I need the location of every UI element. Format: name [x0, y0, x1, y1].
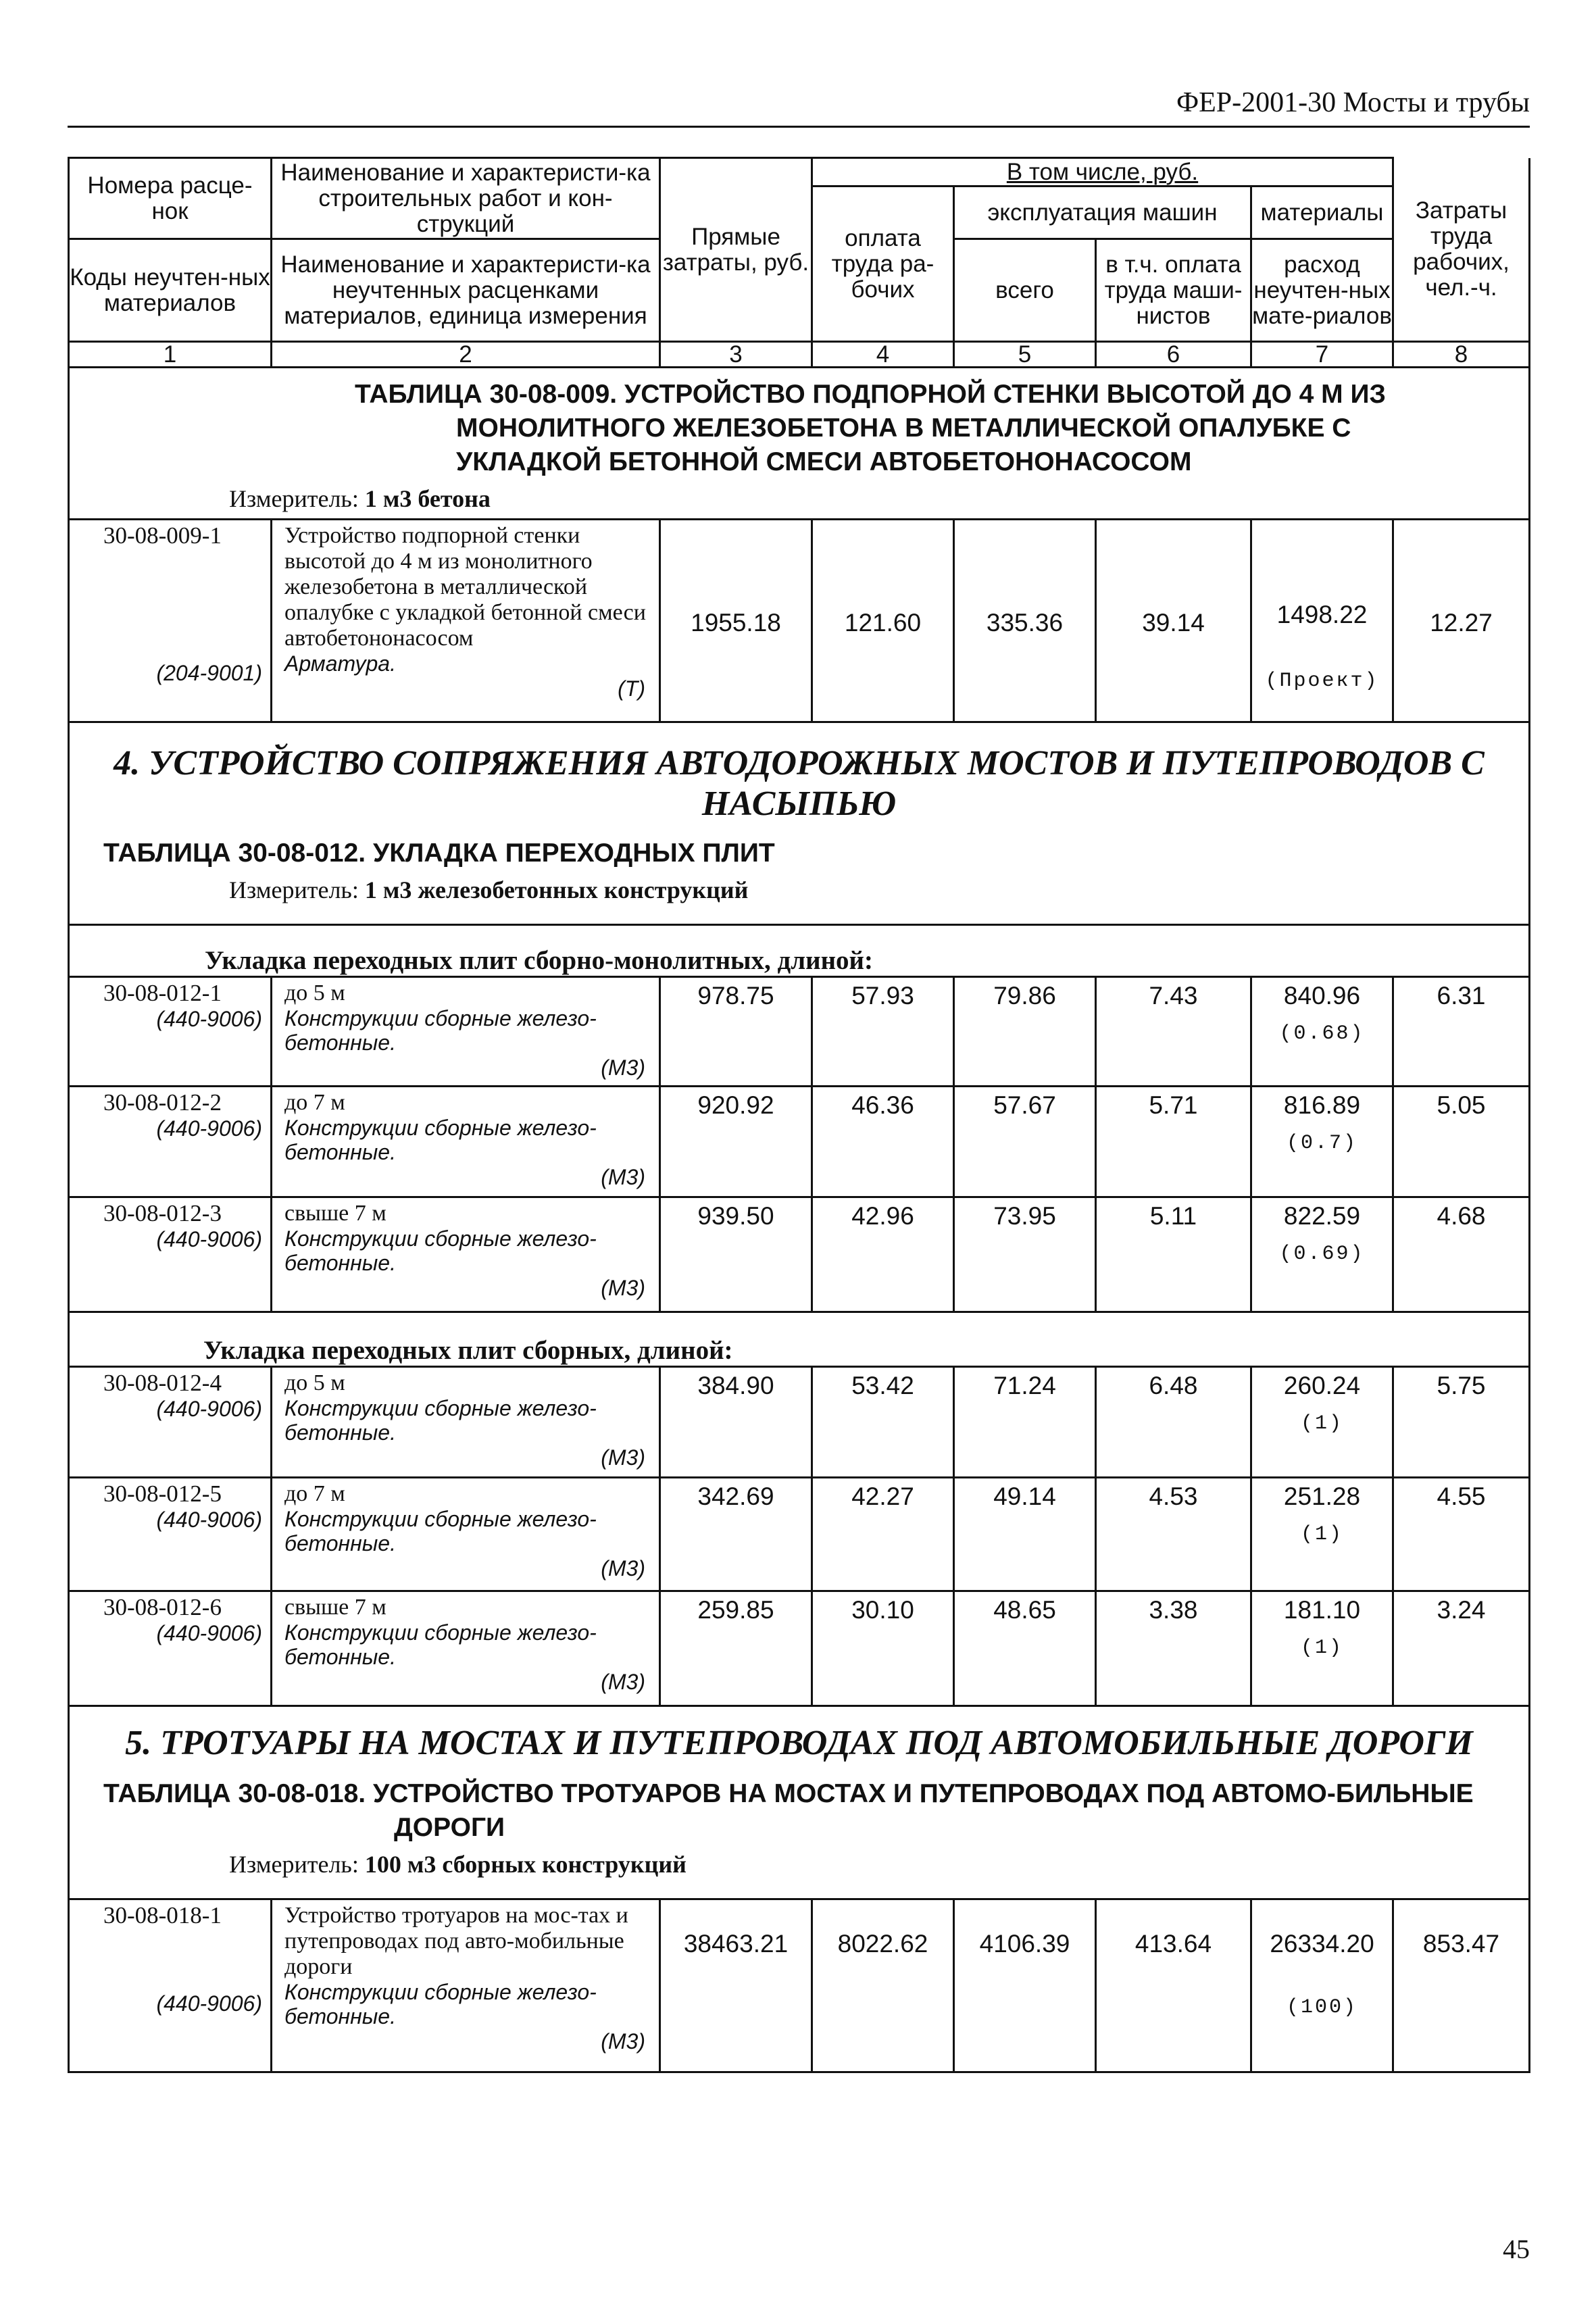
machines-total: 49.14 — [954, 1478, 1096, 1591]
material-name: Конструкции сборные железо-бетонные. — [284, 1507, 597, 1555]
rate-code: 30-08-012-3 — [103, 1200, 222, 1226]
labor-hours: 3.24 — [1393, 1591, 1530, 1706]
machinist-wages: 4.53 — [1096, 1478, 1251, 1591]
machinist-wages: 5.71 — [1096, 1087, 1251, 1197]
direct-costs: 920.92 — [660, 1087, 812, 1197]
description-cell — [272, 1367, 660, 1478]
labor-hours: 6.31 — [1393, 977, 1530, 1087]
col8-header: Затраты труда рабочих, чел.-ч. — [1393, 158, 1530, 342]
materials-cell — [1251, 1591, 1393, 1706]
material-code: (440-9006) — [156, 1508, 262, 1532]
materials-header: материалы — [1251, 186, 1393, 239]
material-quantity: (0.69) — [1279, 1243, 1365, 1266]
rate-code-cell — [69, 1367, 272, 1478]
work-description: Устройство подпорной стенки высотой до 4 м из монолитного железобетона в металлической опалубке с укладкой бетонной смеси автобетононасосом — [284, 523, 646, 651]
work-description: свыше 7 м — [284, 1201, 386, 1226]
table-018-measure — [229, 1850, 1528, 1878]
table-009-heading — [69, 368, 1530, 520]
col4-header: оплата труда ра-бочих — [812, 186, 954, 342]
direct-costs: 259.85 — [660, 1591, 812, 1706]
measure-value: 1 м3 бетона — [364, 485, 491, 512]
description-cell — [272, 977, 660, 1087]
rate-code-cell — [69, 1087, 272, 1197]
materials-cost: 26334.20 — [1270, 1930, 1374, 1958]
material-name: Конструкции сборные железо-бетонные. — [284, 1396, 597, 1445]
materials-cost: 260.24 — [1283, 1372, 1361, 1399]
machines-total: 4106.39 — [954, 1899, 1096, 2072]
col-num: 5 — [954, 342, 1096, 368]
labor-wages: 53.42 — [812, 1367, 954, 1478]
materials-cell — [1251, 1478, 1393, 1591]
subheading-text: Укладка переходных плит сборных, длиной: — [203, 1336, 733, 1365]
subheading-1 — [69, 925, 1530, 977]
subheading-text: Укладка переходных плит сборно-монолитных, длиной: — [205, 946, 874, 975]
col-num: 4 — [812, 342, 954, 368]
work-description: Устройство тротуаров на мос-тах и путепроводах под авто-мобильные дороги — [284, 1903, 628, 1979]
table-row — [69, 1899, 1530, 2072]
machinist-wages: 413.64 — [1096, 1899, 1251, 2072]
rate-code: 30-08-012-6 — [103, 1594, 222, 1620]
materials-cost: 1498.22 — [1276, 600, 1368, 628]
description-cell — [272, 1087, 660, 1197]
rate-code-cell — [69, 520, 272, 722]
description-cell — [272, 1899, 660, 2072]
col2-bottom-header: Наименование и характеристи-ка неучтенных расценками материалов, единица измерения — [272, 239, 660, 342]
table-012-label: ТАБЛИЦА 30-08-012. — [103, 839, 366, 868]
machinist-wages: 39.14 — [1096, 520, 1251, 722]
rate-code-cell — [69, 1899, 272, 2072]
labor-wages: 121.60 — [812, 520, 954, 722]
col-num: 8 — [1393, 342, 1530, 368]
machinist-wages: 6.48 — [1096, 1367, 1251, 1478]
material-code: (204-9001) — [156, 661, 262, 685]
table-012-measure — [229, 876, 1528, 904]
direct-costs: 384.90 — [660, 1367, 812, 1478]
description-cell — [272, 1591, 660, 1706]
labor-wages: 30.10 — [812, 1591, 954, 1706]
rate-code-cell — [69, 1197, 272, 1312]
material-code: (440-9006) — [156, 1991, 262, 2016]
material-unit: (М3) — [601, 1556, 645, 1580]
rate-code: 30-08-018-1 — [103, 1902, 222, 1928]
col-num: 6 — [1096, 342, 1251, 368]
labor-wages: 42.96 — [812, 1197, 954, 1312]
material-unit: (М3) — [601, 1670, 645, 1694]
table-009-label: ТАБЛИЦА 30-08-009. — [355, 380, 618, 409]
group-header-label: В том числе, руб. — [1006, 158, 1199, 185]
rate-code-cell — [69, 1478, 272, 1591]
material-code: (440-9006) — [156, 1227, 262, 1251]
labor-hours: 4.55 — [1393, 1478, 1530, 1591]
materials-cost: 822.59 — [1283, 1202, 1361, 1230]
machinist-wages: 3.38 — [1096, 1591, 1251, 1706]
col1-top-header: Номера расце-нок — [69, 158, 272, 239]
table-row — [69, 1591, 1530, 1706]
work-description: свыше 7 м — [284, 1595, 386, 1620]
table-018-label: ТАБЛИЦА 30-08-018. — [103, 1779, 366, 1808]
group-header — [812, 158, 1393, 186]
labor-hours: 5.05 — [1393, 1087, 1530, 1197]
table-018-title — [103, 1777, 1501, 1845]
material-name: Конструкции сборные железо-бетонные. — [284, 1226, 597, 1275]
machines-total: 73.95 — [954, 1197, 1096, 1312]
materials-cell — [1251, 1197, 1393, 1312]
materials-cost: 181.10 — [1283, 1596, 1361, 1624]
material-unit: (Т) — [618, 676, 645, 701]
description-cell — [272, 520, 660, 722]
table-row — [69, 1197, 1530, 1312]
material-unit: (М3) — [601, 2029, 645, 2053]
material-unit: (М3) — [601, 1165, 645, 1189]
machinist-wages: 7.43 — [1096, 977, 1251, 1087]
work-description: до 7 м — [284, 1481, 345, 1506]
machines-total: 71.24 — [954, 1367, 1096, 1478]
measure-label: Измеритель: — [229, 485, 359, 512]
labor-wages: 46.36 — [812, 1087, 954, 1197]
col1-bottom-header: Коды неучтен-ных материалов — [69, 239, 272, 342]
labor-wages: 57.93 — [812, 977, 954, 1087]
material-unit: (М3) — [601, 1445, 645, 1470]
table-row — [69, 1478, 1530, 1591]
section-4-heading — [69, 722, 1530, 925]
table-012-text: УКЛАДКА ПЕРЕХОДНЫХ ПЛИТ — [372, 839, 775, 868]
col3-header: Прямые затраты, руб. — [660, 158, 812, 342]
section-5-heading — [69, 1706, 1530, 1899]
direct-costs: 1955.18 — [660, 520, 812, 722]
section-4-title: 4. УСТРОЙСТВО СОПРЯЖЕНИЯ АВТОДОРОЖНЫХ МОСТОВ И ПУТЕПРОВОДОВ С НАСЫПЬЮ — [114, 744, 1485, 823]
table-row — [69, 1087, 1530, 1197]
measure-value: 100 м3 сборных конструкций — [364, 1851, 687, 1878]
materials-cost: 816.89 — [1283, 1091, 1361, 1119]
material-unit: (М3) — [601, 1276, 645, 1300]
machines-total: 79.86 — [954, 977, 1096, 1087]
rate-code: 30-08-012-1 — [103, 980, 222, 1006]
machines-total: 335.36 — [954, 520, 1096, 722]
measure-label: Измеритель: — [229, 876, 359, 903]
materials-cell — [1251, 520, 1393, 722]
material-name: Конструкции сборные железо-бетонные. — [284, 1620, 597, 1669]
labor-hours: 12.27 — [1393, 520, 1530, 722]
materials-cell — [1251, 1367, 1393, 1478]
material-quantity: (0.7) — [1287, 1132, 1358, 1155]
col7-header: расход неучтен-ных мате-риалов — [1251, 239, 1393, 342]
materials-cost: 840.96 — [1283, 982, 1361, 1010]
material-code: (440-9006) — [156, 1116, 262, 1141]
machinist-wages: 5.11 — [1096, 1197, 1251, 1312]
direct-costs: 978.75 — [660, 977, 812, 1087]
machines-total: 57.67 — [954, 1087, 1096, 1197]
rate-code: 30-08-012-4 — [103, 1370, 222, 1396]
machines-header: эксплуатация машин — [954, 186, 1251, 239]
labor-hours: 4.68 — [1393, 1197, 1530, 1312]
table-018-text: УСТРОЙСТВО ТРОТУАРОВ НА МОСТАХ И ПУТЕПРОВОДАХ ПОД АВТОМО-БИЛЬНЫЕ ДОРОГИ — [372, 1779, 1474, 1842]
labor-hours: 853.47 — [1393, 1899, 1530, 2072]
materials-cell — [1251, 1899, 1393, 2072]
materials-cost: 251.28 — [1283, 1483, 1361, 1510]
col-num: 7 — [1251, 342, 1393, 368]
material-quantity: (1) — [1301, 1412, 1344, 1435]
material-name: Конструкции сборные железо-бетонные. — [284, 1980, 597, 2028]
labor-wages: 42.27 — [812, 1478, 954, 1591]
col6-header: в т.ч. оплата труда маши-нистов — [1096, 239, 1251, 342]
rate-code: 30-08-012-5 — [103, 1480, 222, 1507]
description-cell — [272, 1197, 660, 1312]
work-description: до 5 м — [284, 980, 345, 1005]
col-num: 3 — [660, 342, 812, 368]
table-row — [69, 1367, 1530, 1478]
rate-code: 30-08-009-1 — [103, 522, 222, 549]
materials-cell — [1251, 977, 1393, 1087]
material-quantity: (100) — [1287, 1996, 1358, 2019]
table-009-measure — [229, 484, 1528, 513]
rates-table — [68, 157, 1530, 2073]
direct-costs: 342.69 — [660, 1478, 812, 1591]
col-num: 1 — [69, 342, 272, 368]
page-header — [68, 86, 1530, 128]
labor-hours: 5.75 — [1393, 1367, 1530, 1478]
work-description: до 5 м — [284, 1370, 345, 1395]
table-row — [69, 520, 1530, 722]
subheading-2 — [69, 1312, 1530, 1367]
labor-wages: 8022.62 — [812, 1899, 954, 2072]
col-num: 2 — [272, 342, 660, 368]
material-quantity: (1) — [1301, 1523, 1344, 1546]
measure-value: 1 м3 железобетонных конструкций — [364, 876, 749, 903]
table-012-title — [103, 837, 1501, 870]
material-unit: (М3) — [601, 1055, 645, 1080]
material-code: (440-9006) — [156, 1621, 262, 1645]
material-quantity: (1) — [1301, 1637, 1344, 1660]
material-quantity: (Проект) — [1265, 669, 1379, 693]
work-description: до 7 м — [284, 1090, 345, 1115]
materials-cell — [1251, 1087, 1393, 1197]
machines-total: 48.65 — [954, 1591, 1096, 1706]
table-009-text: УСТРОЙСТВО ПОДПОРНОЙ СТЕНКИ ВЫСОТОЙ ДО 4 М ИЗ МОНОЛИТНОГО ЖЕЛЕЗОБЕТОНА В МЕТАЛЛИЧЕСКОЙ ОПАЛУБКЕ С УКЛАДКОЙ БЕТОННОЙ СМЕСИ АВТОБЕТОНОНАСОСОМ — [456, 380, 1386, 476]
measure-label: Измеритель: — [229, 1851, 359, 1878]
rate-code-cell — [69, 977, 272, 1087]
direct-costs: 38463.21 — [660, 1899, 812, 2072]
col5-header: всего — [954, 239, 1096, 342]
description-cell — [272, 1478, 660, 1591]
table-row — [69, 977, 1530, 1087]
col2-top-header: Наименование и характеристи-ка строительных работ и кон-струкций — [272, 158, 660, 239]
rate-code: 30-08-012-2 — [103, 1089, 222, 1116]
table-009-title — [103, 378, 1501, 479]
material-name: Конструкции сборные железо-бетонные. — [284, 1116, 597, 1164]
material-name: Конструкции сборные железо-бетонные. — [284, 1006, 597, 1055]
direct-costs: 939.50 — [660, 1197, 812, 1312]
material-quantity: (0.68) — [1279, 1022, 1365, 1045]
material-name: Арматура. — [284, 651, 396, 676]
page-number: 45 — [1503, 2234, 1530, 2264]
page-header-title: ФЕР-2001-30 Мосты и трубы — [1176, 87, 1530, 118]
rate-code-cell — [69, 1591, 272, 1706]
material-code: (440-9006) — [156, 1397, 262, 1421]
material-code: (440-9006) — [156, 1007, 262, 1031]
section-5-title: 5. ТРОТУАРЫ НА МОСТАХ И ПУТЕПРОВОДАХ ПОД АВТОМОБИЛЬНЫЕ ДОРОГИ — [125, 1724, 1473, 1762]
